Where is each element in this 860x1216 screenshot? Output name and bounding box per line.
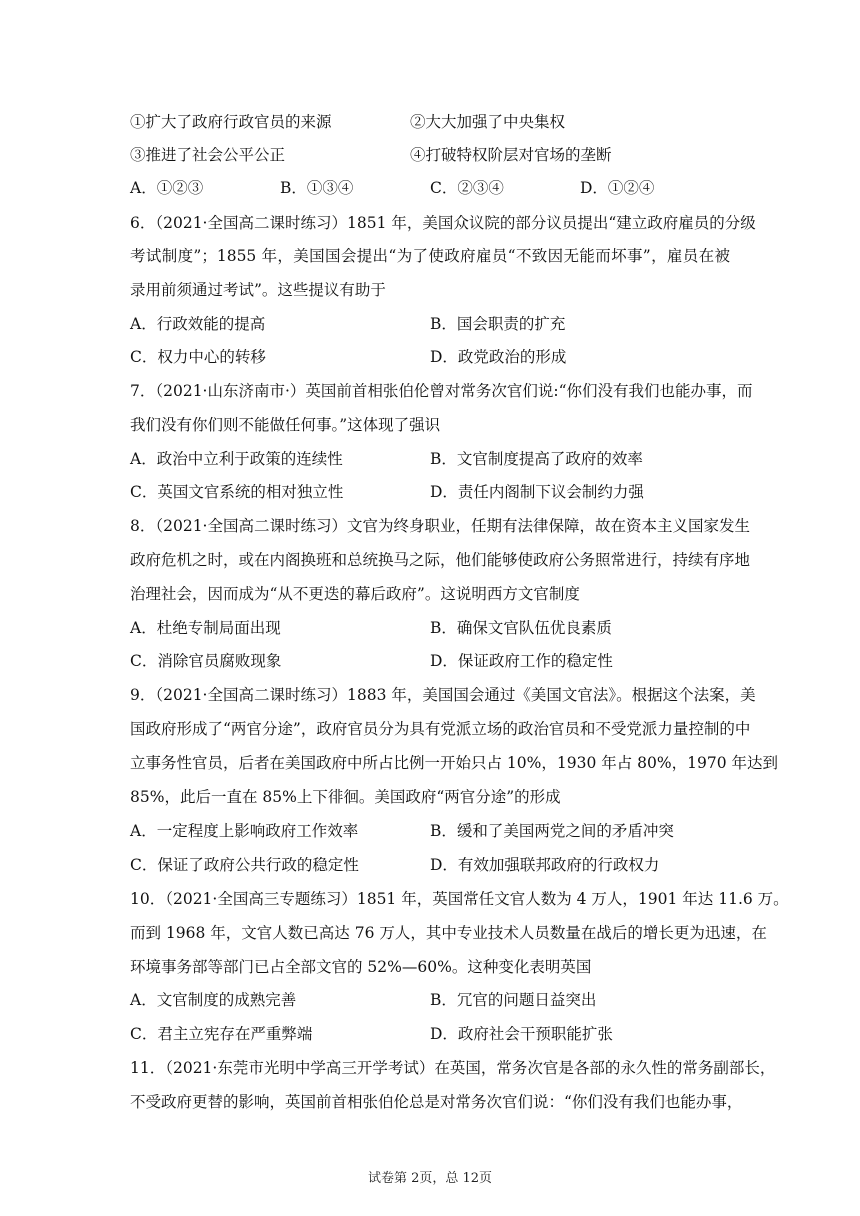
option-d: D．有效加强联邦政府的行政权力 bbox=[430, 856, 660, 874]
statement-2: ②大大加强了中央集权 bbox=[410, 113, 566, 131]
option-a: A．一定程度上影响政府工作效率 bbox=[130, 822, 359, 840]
question-10-stem: 环境事务部等部门已占全部文官的 52%—60%。这种变化表明英国 bbox=[130, 958, 592, 976]
page-footer: 试卷第 2页，总 12页 bbox=[367, 1171, 493, 1186]
option-a: A．文官制度的成熟完善 bbox=[130, 991, 297, 1009]
question-7-stem: 我们没有你们则不能做任何事。”这体现了强识 bbox=[130, 416, 441, 434]
option-b: B．确保文官队伍优良素质 bbox=[430, 619, 612, 637]
option-a: A．政治中立利于政策的连续性 bbox=[130, 450, 343, 468]
question-10-stem: 而到 1968 年，文官人数已高达 76 万人，其中专业技术人员数量在战后的增长更为迅速，在 bbox=[130, 924, 767, 942]
question-7-stem: 7．（2021·山东济南市·）英国前首相张伯伦曾对常务次官们说:“你们没有我们也能办事，而 bbox=[130, 382, 753, 400]
option-d: D．政党政治的形成 bbox=[430, 348, 567, 366]
option-d: D．政府社会干预职能扩张 bbox=[430, 1025, 613, 1043]
option-b: B．①③④ bbox=[280, 179, 354, 197]
option-b: B．缓和了美国两党之间的矛盾冲突 bbox=[430, 822, 674, 840]
option-a: A．行政效能的提高 bbox=[130, 315, 266, 333]
option-b: B．国会职责的扩充 bbox=[430, 315, 566, 333]
question-9-stem: 国政府形成了“两官分途”，政府官员分为具有党派立场的政治官员和不受党派力量控制的中 bbox=[130, 720, 751, 738]
option-c: C．消除官员腐败现象 bbox=[130, 652, 282, 670]
option-a: A．①②③ bbox=[130, 179, 204, 197]
option-c: C．②③④ bbox=[430, 179, 504, 197]
statement-3: ③推进了社会公平公正 bbox=[130, 146, 286, 164]
question-11-stem: 11．（2021·东莞市光明中学高三开学考试）在英国，常务次官是各部的永久性的常务副部长， bbox=[130, 1059, 776, 1077]
question-8-stem: 治理社会，因而成为“从不更迭的幕后政府”。这说明西方文官制度 bbox=[130, 585, 580, 603]
question-6-stem: 考试制度”；1855 年，美国国会提出“为了使政府雇员“不致因无能而坏事”，雇员在被 bbox=[130, 247, 730, 265]
question-6-stem: 录用前须通过考试”。这些提议有助于 bbox=[130, 281, 386, 299]
question-10-stem: 10．（2021·全国高三专题练习）1851 年，英国常任文官人数为 4 万人，1901 年达 11.6 万。 bbox=[130, 890, 789, 908]
option-d: D．①②④ bbox=[580, 179, 655, 197]
option-a: A．杜绝专制局面出现 bbox=[130, 619, 281, 637]
option-c: C．保证了政府公共行政的稳定性 bbox=[130, 856, 359, 874]
option-b: B．文官制度提高了政府的效率 bbox=[430, 450, 643, 468]
option-d: D．保证政府工作的稳定性 bbox=[430, 652, 613, 670]
question-6-stem: 6．（2021·全国高二课时练习）1851 年，美国众议院的部分议员提出“建立政府雇员的分级 bbox=[130, 214, 756, 232]
statement-1: ①扩大了政府行政官员的来源 bbox=[130, 113, 332, 131]
option-b: B．冗官的问题日益突出 bbox=[430, 991, 597, 1009]
option-c: C．君主立宪存在严重弊端 bbox=[130, 1025, 313, 1043]
question-9-stem: 立事务性官员，后者在美国政府中所占比例一开始只占 10%，1930 年占 80%，1970 年达到 bbox=[130, 754, 779, 772]
question-9-stem: 9．（2021·全国高二课时练习）1883 年，美国国会通过《美国文官法》。根据这个法案，美 bbox=[130, 686, 756, 704]
statement-4: ④打破特权阶层对官场的垄断 bbox=[410, 146, 612, 164]
option-c: C．英国文官系统的相对独立性 bbox=[130, 483, 344, 501]
question-9-stem: 85%，此后一直在 85%上下徘徊。美国政府“两官分途”的形成 bbox=[130, 788, 561, 806]
option-c: C．权力中心的转移 bbox=[130, 348, 266, 366]
option-d: D．责任内阁制下议会制约力强 bbox=[430, 483, 644, 501]
question-8-stem: 8．（2021·全国高二课时练习）文官为终身职业，任期有法律保障，故在资本主义国家发生 bbox=[130, 517, 750, 535]
question-8-stem: 政府危机之时，或在内阁换班和总统换马之际，他们能够使政府公务照常进行，持续有序地 bbox=[130, 551, 751, 569]
question-11-stem: 不受政府更替的影响，英国前首相张伯伦总是对常务次官们说：“你们没有我们也能办事， bbox=[130, 1093, 743, 1111]
